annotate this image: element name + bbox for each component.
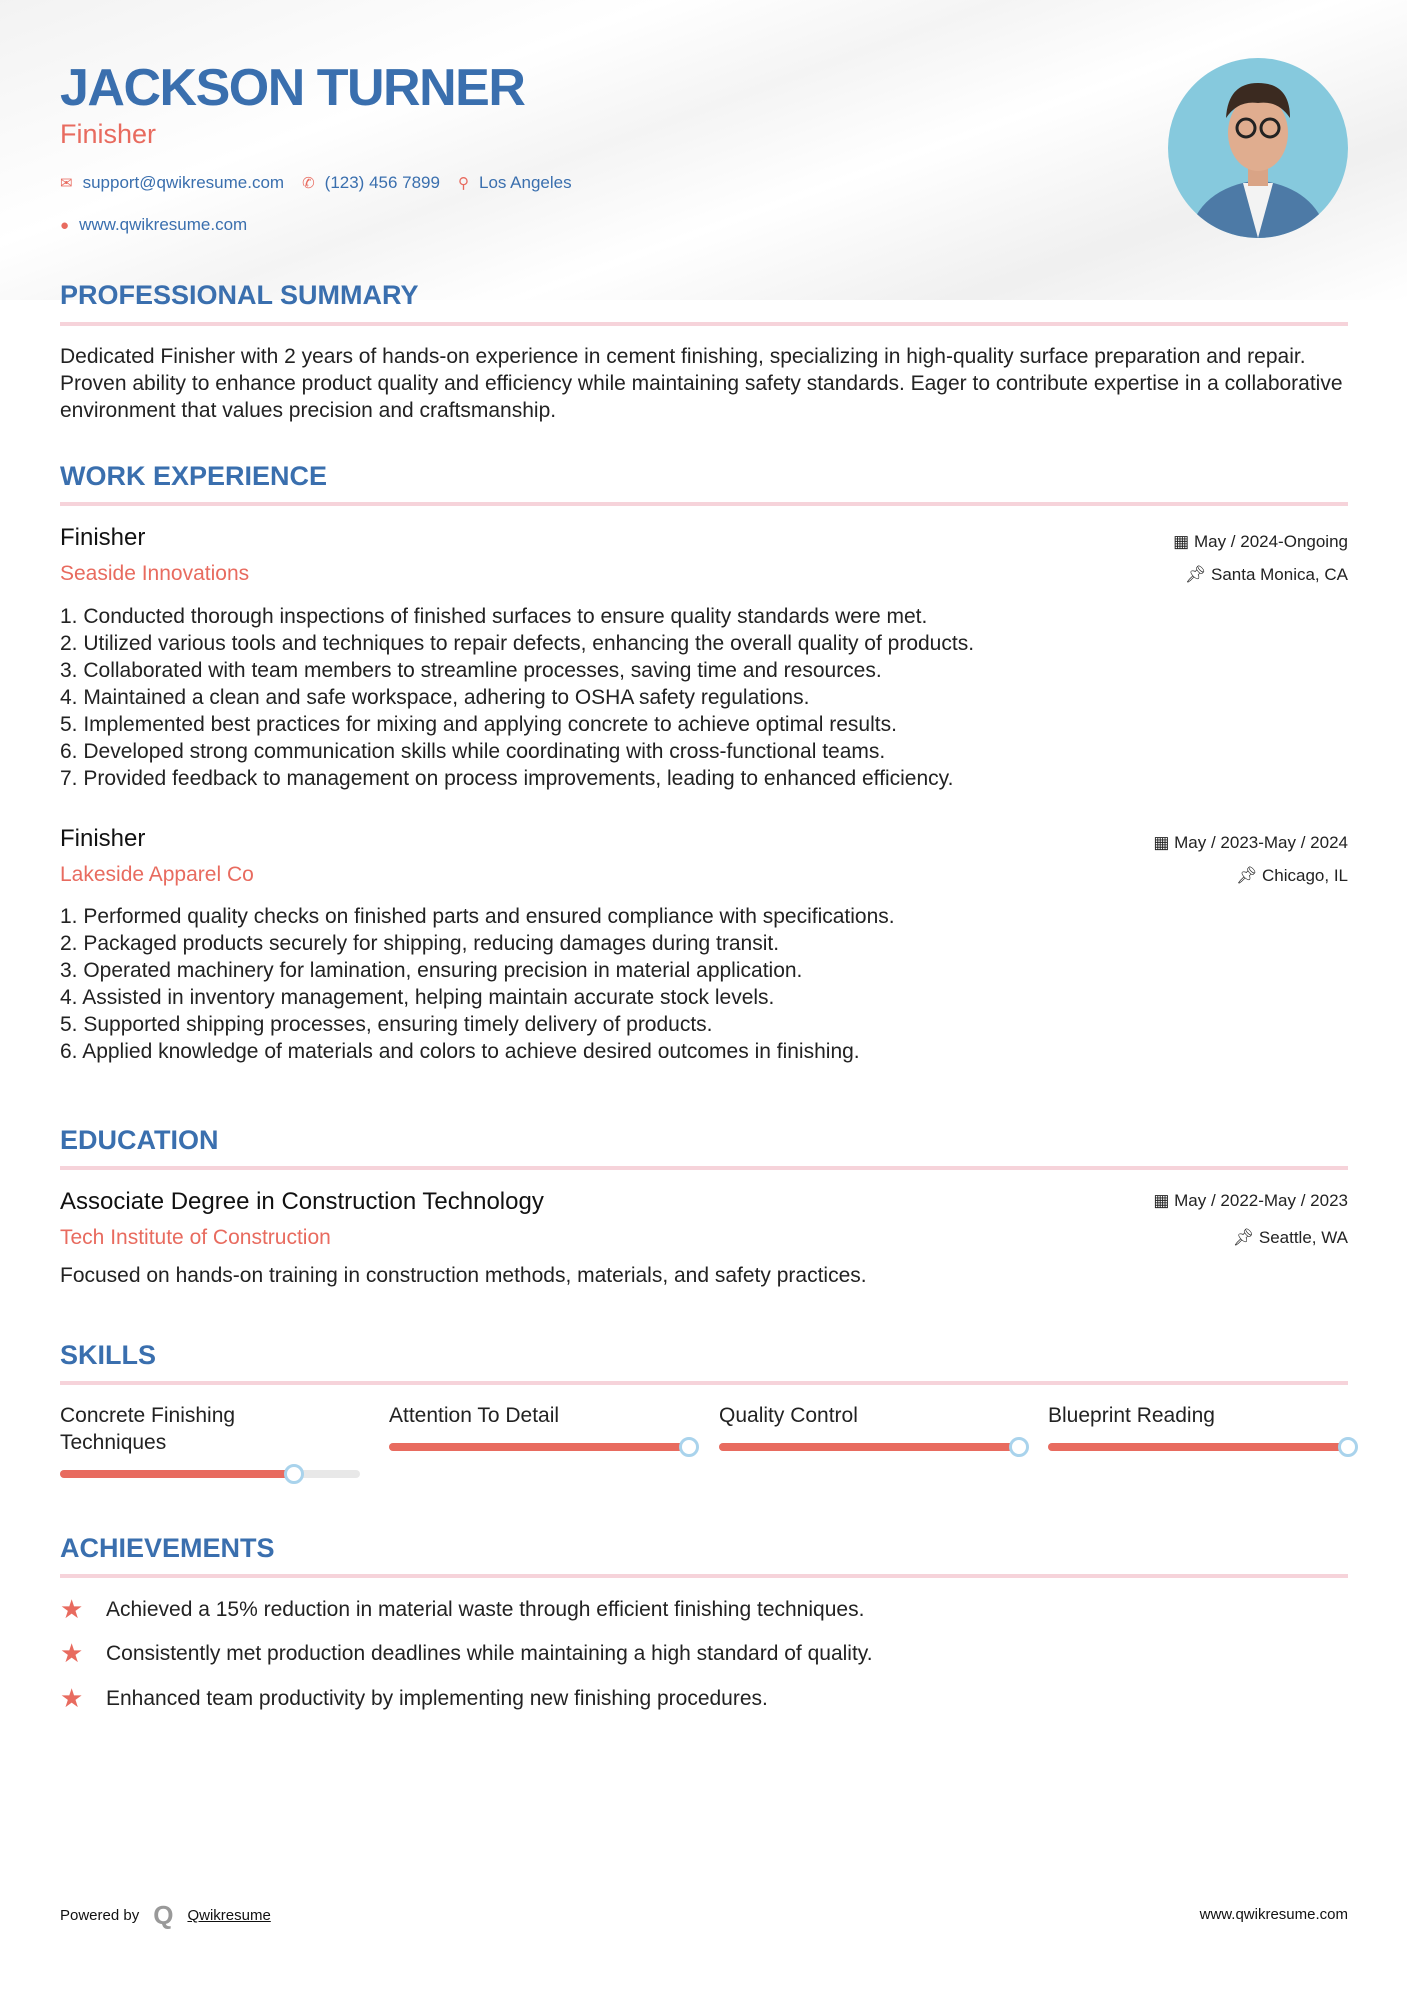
education-location xyxy=(1233,1228,1348,1248)
school-name: Tech Institute of Construction xyxy=(60,1226,331,1249)
envelope-icon: ✉ xyxy=(60,175,73,192)
list-item: 4. Assisted in inventory management, helping maintain accurate stock levels. xyxy=(60,986,775,1009)
summary-text: Dedicated Finisher with 2 years of hands-on experience in cement finishing, specializing in high-quality surface preparation and repair. Proven ability to enhance product quality and efficiency while maintaining safety standards. Eager to contribute expertise in a collaborative environment that values precision and craftsmanship. xyxy=(60,345,1343,422)
education-date-text: May / 2022-May / 2023 xyxy=(1174,1191,1348,1210)
skill-name: Attention To Detail xyxy=(389,1404,560,1427)
job-date xyxy=(1173,532,1348,552)
divider xyxy=(60,1574,1348,1578)
star-icon: ★ xyxy=(60,1594,84,1624)
list-item: 3. Collaborated with team members to streamline processes, saving time and resources. xyxy=(60,659,882,682)
skill-bar xyxy=(1048,1443,1348,1451)
skill-knob xyxy=(284,1464,304,1484)
star-icon: ★ xyxy=(60,1683,84,1713)
list-item: 5. Supported shipping processes, ensuring timely delivery of products. xyxy=(60,1013,713,1036)
skill-knob xyxy=(1009,1437,1029,1457)
skill-item xyxy=(60,1402,360,1478)
job-company: Lakeside Apparel Co xyxy=(60,863,254,886)
phone-icon: ✆ xyxy=(302,175,315,192)
achievement-item xyxy=(60,1683,768,1714)
skill-item xyxy=(719,1402,1019,1451)
phone-text: (123) 456 7899 xyxy=(324,173,440,192)
list-item: 1. Performed quality checks on finished parts and ensured compliance with specifications. xyxy=(60,905,895,928)
skill-name: Quality Control xyxy=(719,1404,858,1427)
calendar-icon: ▦ xyxy=(1173,532,1194,551)
skill-bar xyxy=(389,1443,689,1451)
job-date xyxy=(1153,833,1348,853)
divider xyxy=(60,1381,1348,1385)
candidate-title: Finisher xyxy=(60,119,157,149)
achievement-item xyxy=(60,1638,873,1669)
email-link[interactable]: support@qwikresume.com xyxy=(82,173,285,192)
job-location xyxy=(1236,866,1348,886)
list-item: 6. Developed strong communication skills while coordinating with cross-functional teams. xyxy=(60,740,886,763)
degree-title: Associate Degree in Construction Technology xyxy=(60,1188,544,1215)
footer-powered xyxy=(60,1900,271,1931)
section-heading-experience: WORK EXPERIENCE xyxy=(60,461,328,491)
divider xyxy=(60,1166,1348,1170)
list-item: 7. Provided feedback to management on process improvements, leading to enhanced efficiency. xyxy=(60,767,954,790)
skill-knob xyxy=(679,1437,699,1457)
job-location-text: Santa Monica, CA xyxy=(1210,565,1348,584)
job-bullets xyxy=(60,603,974,792)
skill-name: Blueprint Reading xyxy=(1048,1404,1215,1427)
list-item: 1. Conducted thorough inspections of finished surfaces to ensure quality standards were met. xyxy=(60,605,928,628)
divider xyxy=(60,502,1348,506)
skill-fill xyxy=(719,1443,1019,1451)
achievement-text: Enhanced team productivity by implementing new finishing procedures. xyxy=(106,1686,768,1710)
powered-by-text: Powered by xyxy=(60,1907,140,1924)
job-company: Seaside Innovations xyxy=(60,562,250,585)
calendar-icon: ▦ xyxy=(1153,833,1175,852)
education-description: Focused on hands-on training in construction methods, materials, and safety practices. xyxy=(60,1264,867,1287)
location-text: Los Angeles xyxy=(478,173,572,192)
job-location-text: Chicago, IL xyxy=(1262,866,1348,885)
candidate-name: JACKSON TURNER xyxy=(60,59,525,117)
job-date-text: May / 2024-Ongoing xyxy=(1193,532,1348,551)
footer-website[interactable]: www.qwikresume.com xyxy=(1199,1906,1348,1923)
qwikresume-logo-icon: Q xyxy=(153,1900,174,1930)
list-item: 2. Packaged products securely for shipping, reducing damages during transit. xyxy=(60,932,780,955)
calendar-icon: ▦ xyxy=(1153,1191,1175,1210)
section-heading-education: EDUCATION xyxy=(60,1125,219,1155)
section-heading-skills: SKILLS xyxy=(60,1340,157,1370)
pin-icon: 📌︎ xyxy=(1235,866,1262,885)
skill-knob xyxy=(1338,1437,1358,1457)
divider xyxy=(60,322,1348,326)
website-link[interactable]: www.qwikresume.com xyxy=(79,215,248,234)
achievement-item xyxy=(60,1594,864,1625)
achievement-text: Consistently met production deadlines while maintaining a high standard of quality. xyxy=(106,1641,873,1665)
list-item: 6. Applied knowledge of materials and colors to achieve desired outcomes in finishing. xyxy=(60,1040,860,1063)
skill-fill xyxy=(1048,1443,1348,1451)
achievement-text: Achieved a 15% reduction in material waste through efficient finishing techniques. xyxy=(106,1597,865,1621)
list-item: 2. Utilized various tools and techniques to repair defects, enhancing the overall quality of products. xyxy=(60,632,975,655)
profile-photo xyxy=(1168,58,1348,238)
job-title: Finisher xyxy=(60,524,146,551)
pin-icon: 📌︎ xyxy=(1184,565,1211,584)
list-item: 4. Maintained a clean and safe workspace, adhering to OSHA safety regulations. xyxy=(60,686,810,709)
section-heading-achievements: ACHIEVEMENTS xyxy=(60,1533,275,1563)
skill-item xyxy=(389,1402,689,1451)
skill-fill xyxy=(60,1470,294,1478)
website-row xyxy=(60,215,247,235)
contact-row xyxy=(60,173,572,193)
globe-icon: ● xyxy=(60,216,70,234)
skill-bar xyxy=(60,1470,360,1478)
section-heading-summary: PROFESSIONAL SUMMARY xyxy=(60,280,419,310)
skill-bar xyxy=(719,1443,1019,1451)
brand-link[interactable]: Qwikresume xyxy=(187,1907,271,1924)
list-item: 3. Operated machinery for lamination, ensuring precision in material application. xyxy=(60,959,803,982)
job-bullets xyxy=(60,903,895,1065)
education-location-text: Seattle, WA xyxy=(1258,1228,1348,1247)
skill-item xyxy=(1048,1402,1348,1451)
education-date xyxy=(1153,1191,1348,1211)
star-icon: ★ xyxy=(60,1638,84,1668)
job-location xyxy=(1185,565,1348,585)
location-pin-icon: ⚲ xyxy=(457,175,469,192)
job-title: Finisher xyxy=(60,825,146,852)
skill-fill xyxy=(389,1443,689,1451)
skill-name: Concrete Finishing Techniques xyxy=(60,1404,236,1454)
list-item: 5. Implemented best practices for mixing and applying concrete to achieve optimal results. xyxy=(60,713,897,736)
pin-icon: 📌︎ xyxy=(1232,1228,1259,1247)
job-date-text: May / 2023-May / 2024 xyxy=(1174,833,1348,852)
